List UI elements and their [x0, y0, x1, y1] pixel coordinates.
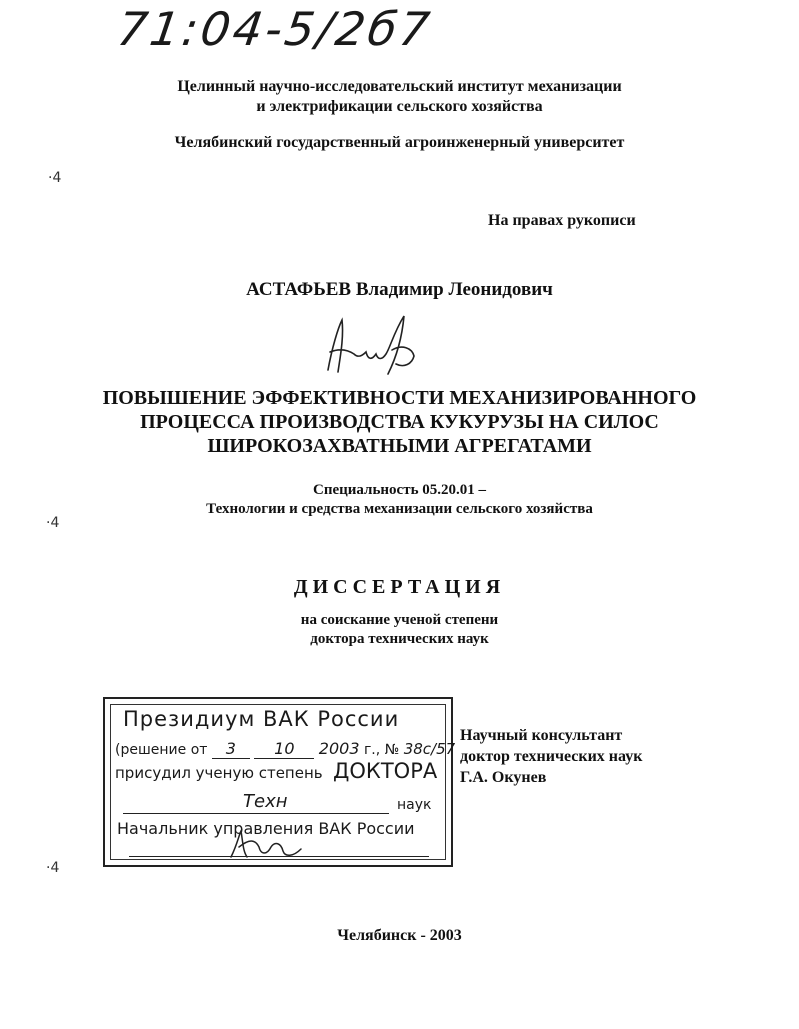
institute-line-2: и электрификации сельского хозяйства — [256, 98, 543, 115]
decision-month: 10 — [274, 739, 295, 758]
consultant-degree: доктор технических наук — [460, 748, 643, 765]
stamp-decision — [115, 739, 455, 759]
consultant-label: Научный консультант — [460, 727, 623, 744]
vak-stamp — [103, 697, 456, 867]
stamp-degree-word: ДОКТОРА — [333, 759, 438, 783]
scientific-consultant — [460, 725, 642, 788]
decision-year: 2003 — [318, 739, 360, 758]
dissertation-title — [0, 386, 799, 458]
consultant-name: Г.А. Окунев — [460, 769, 547, 786]
margin-mark: ·4 — [48, 170, 62, 186]
specialty — [0, 481, 799, 519]
decision-number: 38с/57 — [403, 740, 456, 758]
margin-mark: ·4 — [46, 860, 60, 876]
stamp-head-signature — [225, 827, 315, 863]
author-signature — [318, 308, 428, 386]
document-type: ДИССЕРТАЦИЯ — [293, 576, 506, 598]
stamp-signature-line — [129, 856, 429, 857]
stamp-awarded: присудил ученую степень — [115, 764, 323, 782]
title-line-3: ШИРОКОЗАХВАТНЫМИ АГРЕГАТАМИ — [207, 435, 592, 457]
university-name: Челябинский государственный агроинженерный университет — [174, 134, 625, 151]
degree-sought — [0, 611, 799, 649]
city-year: Челябинск - 2003 — [337, 927, 462, 944]
degree-line-2: доктора технических наук — [310, 631, 489, 647]
stamp-head-title: Начальник управления ВАК России — [117, 819, 415, 838]
stamp-field-handwritten: Техн — [243, 791, 288, 812]
margin-mark: ·4 — [46, 515, 60, 531]
title-line-2: ПРОЦЕССА ПРОИЗВОДСТВА КУКУРУЗЫ НА СИЛОС — [140, 411, 659, 433]
archive-number: 71:04-5/2б7 — [114, 2, 436, 56]
stamp-title: Президиум ВАК России — [123, 707, 400, 731]
specialty-name: Технологии и средства механизации сельского хозяйства — [206, 501, 593, 517]
decision-prefix: (решение от — [115, 742, 208, 758]
decision-day: 3 — [225, 739, 236, 758]
specialty-code: Специальность 05.20.01 – — [313, 482, 486, 498]
manuscript-rights: На правах рукописи — [488, 212, 636, 229]
degree-line-1: на соискание ученой степени — [300, 612, 499, 628]
decision-year-suffix: г., № — [363, 742, 400, 758]
title-line-1: ПОВЫШЕНИЕ ЭФФЕКТИВНОСТИ МЕХАНИЗИРОВАННОГО — [102, 387, 697, 409]
institute-name — [0, 77, 799, 117]
author-name: АСТАФЬЕВ Владимир Леонидович — [246, 279, 553, 300]
institute-line-1: Целинный научно-исследовательский институт механизации — [177, 78, 622, 95]
stamp-field-suffix: наук — [397, 797, 432, 813]
stamp-field-line — [123, 813, 389, 814]
